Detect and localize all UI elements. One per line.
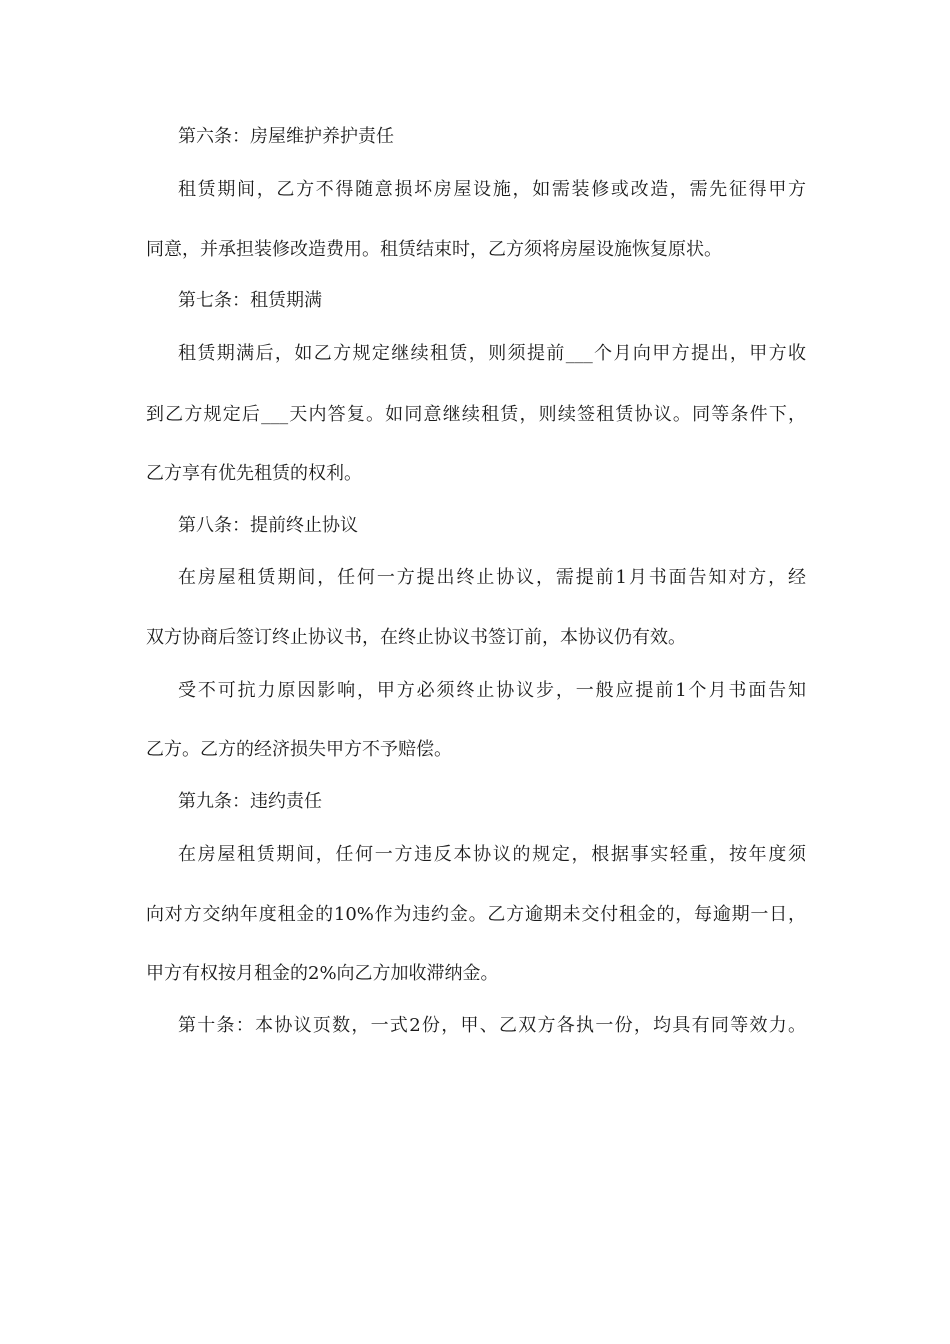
- article-7-heading: 第七条：租赁期满: [178, 290, 322, 311]
- article-6-heading: 第六条：房屋维护养护责任: [178, 126, 394, 147]
- article-8-text-line-3: 受不可抗力原因影响，甲方必须终止协议步，一般应提前1个月书面告知: [178, 680, 806, 701]
- article-7-text-line-1: 租赁期满后，如乙方规定继续租赁，则须提前___个月向甲方提出，甲方收: [178, 343, 806, 364]
- article-9-text-line-2: 向对方交纳年度租金的10%作为违约金。乙方逾期未交付租金的，每逾期一日，: [146, 904, 806, 925]
- article-9-text-line-3: 甲方有权按月租金的2%向乙方加收滞纳金。: [146, 963, 499, 984]
- article-7-text-line-2: 到乙方规定后___天内答复。如同意继续租赁，则续签租赁协议。同等条件下，: [146, 404, 806, 425]
- article-8-heading: 第八条：提前终止协议: [178, 515, 358, 536]
- article-8-text-line-4: 乙方。乙方的经济损失甲方不予赔偿。: [146, 739, 452, 760]
- article-6-text-line-2: 同意，并承担装修改造费用。租赁结束时，乙方须将房屋设施恢复原状。: [146, 239, 722, 260]
- article-7-text-line-3: 乙方享有优先租赁的权利。: [146, 463, 362, 484]
- article-6-text-line-1: 租赁期间，乙方不得随意损坏房屋设施，如需装修或改造，需先征得甲方: [178, 179, 806, 200]
- article-9-text-line-1: 在房屋租赁期间，任何一方违反本协议的规定，根据事实轻重，按年度须: [178, 844, 806, 865]
- article-8-text-line-1: 在房屋租赁期间，任何一方提出终止协议，需提前1月书面告知对方，经: [178, 567, 806, 588]
- article-8-text-line-2: 双方协商后签订终止协议书，在终止协议书签订前，本协议仍有效。: [146, 627, 686, 648]
- article-10-text: 第十条：本协议页数，一式2份，甲、乙双方各执一份，均具有同等效力。: [178, 1015, 806, 1036]
- article-9-heading: 第九条：违约责任: [178, 791, 322, 812]
